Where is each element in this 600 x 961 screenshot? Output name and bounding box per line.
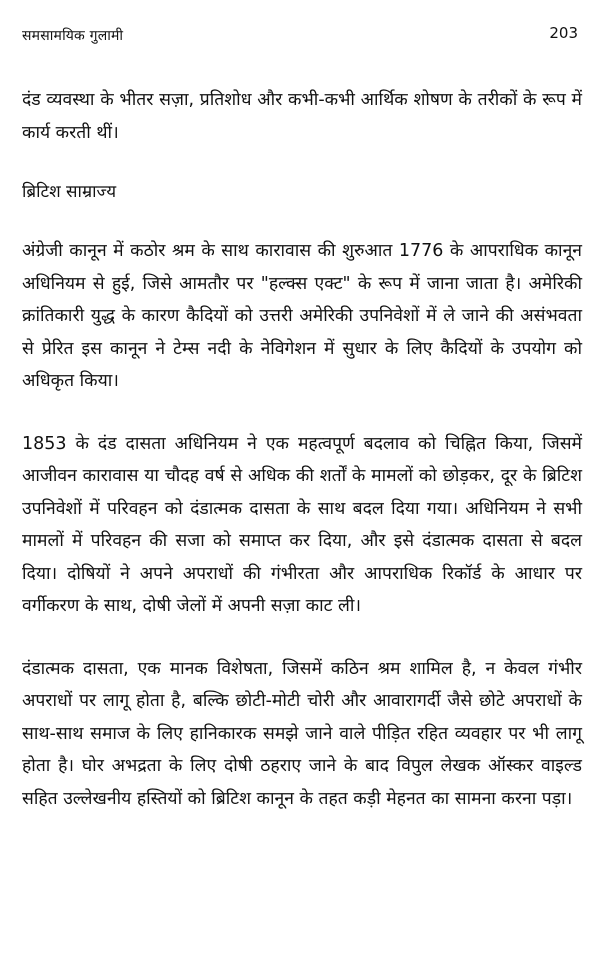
- paragraph-intro: दंड व्यवस्था के भीतर सज़ा, प्रतिशोध और कभी-कभी आर्थिक शोषण के तरीकों के रूप में कार्य करती थीं।: [22, 90, 582, 143]
- running-title: समसामयिक गुलामी: [22, 28, 124, 44]
- section-heading: ब्रिटिश साम्राज्य: [22, 182, 117, 202]
- page-number: 203: [549, 24, 578, 42]
- body-text: [22, 84, 582, 815]
- paragraph-penal-servitude-act: 1853 के दंड दासता अधिनियम ने एक महत्वपूर्ण बदलाव को चिह्नित किया, जिसमें आजीवन कारावास या चौदह वर्ष से अधिक की शर्तों के मामलों को छोड़कर, दूर के ब्रिटिश उपनिवेशों में परिवहन को दंडात्मक दासता के साथ बदल दिया गया। अधिनियम ने सभी मामलों में परिवहन की सजा को समाप्त कर दिया, और इसे दंडात्मक दासता से बदल दिया। दोषियों ने अपने अपराधों की गंभीरता और आपराधिक रिकॉर्ड के आधार पर वर्गीकरण के साथ, दोषी जेलों में अपनी सज़ा काट ली।: [22, 433, 582, 616]
- paragraph-hulks-act: अंग्रेजी कानून में कठोर श्रम के साथ कारावास की शुरुआत 1776 के आपराधिक कानून अधिनियम से हुई, जिसे आमतौर पर "हल्क्स एक्ट" के रूप में जाना जाता है। अमेरिकी क्रांतिकारी युद्ध के कारण कैदियों को उत्तरी अमेरिकी उपनिवेशों में ले जाने की असंभवता से प्रेरित इस कानून ने टेम्स नदी के नेविगेशन में सुधार के लिए कैदियों के उपयोग को अधिकृत किया।: [22, 241, 582, 391]
- paragraph-penal-servitude: दंडात्मक दासता, एक मानक विशेषता, जिसमें कठिन श्रम शामिल है, न केवल गंभीर अपराधों पर लागू होता है, बल्कि छोटी-मोटी चोरी और आवारागर्दी जैसे छोटे अपराधों के साथ-साथ समाज के लिए हानिकारक समझे जाने वाले पीड़ित रहित व्यवहार पर भी लागू होता है। घोर अभद्रता के लिए दोषी ठहराए जाने के बाद विपुल लेखक ऑस्कर वाइल्ड सहित उल्लेखनीय हस्तियों को ब्रिटिश कानून के तहत कड़ी मेहनत का सामना करना पड़ा।: [22, 658, 582, 809]
